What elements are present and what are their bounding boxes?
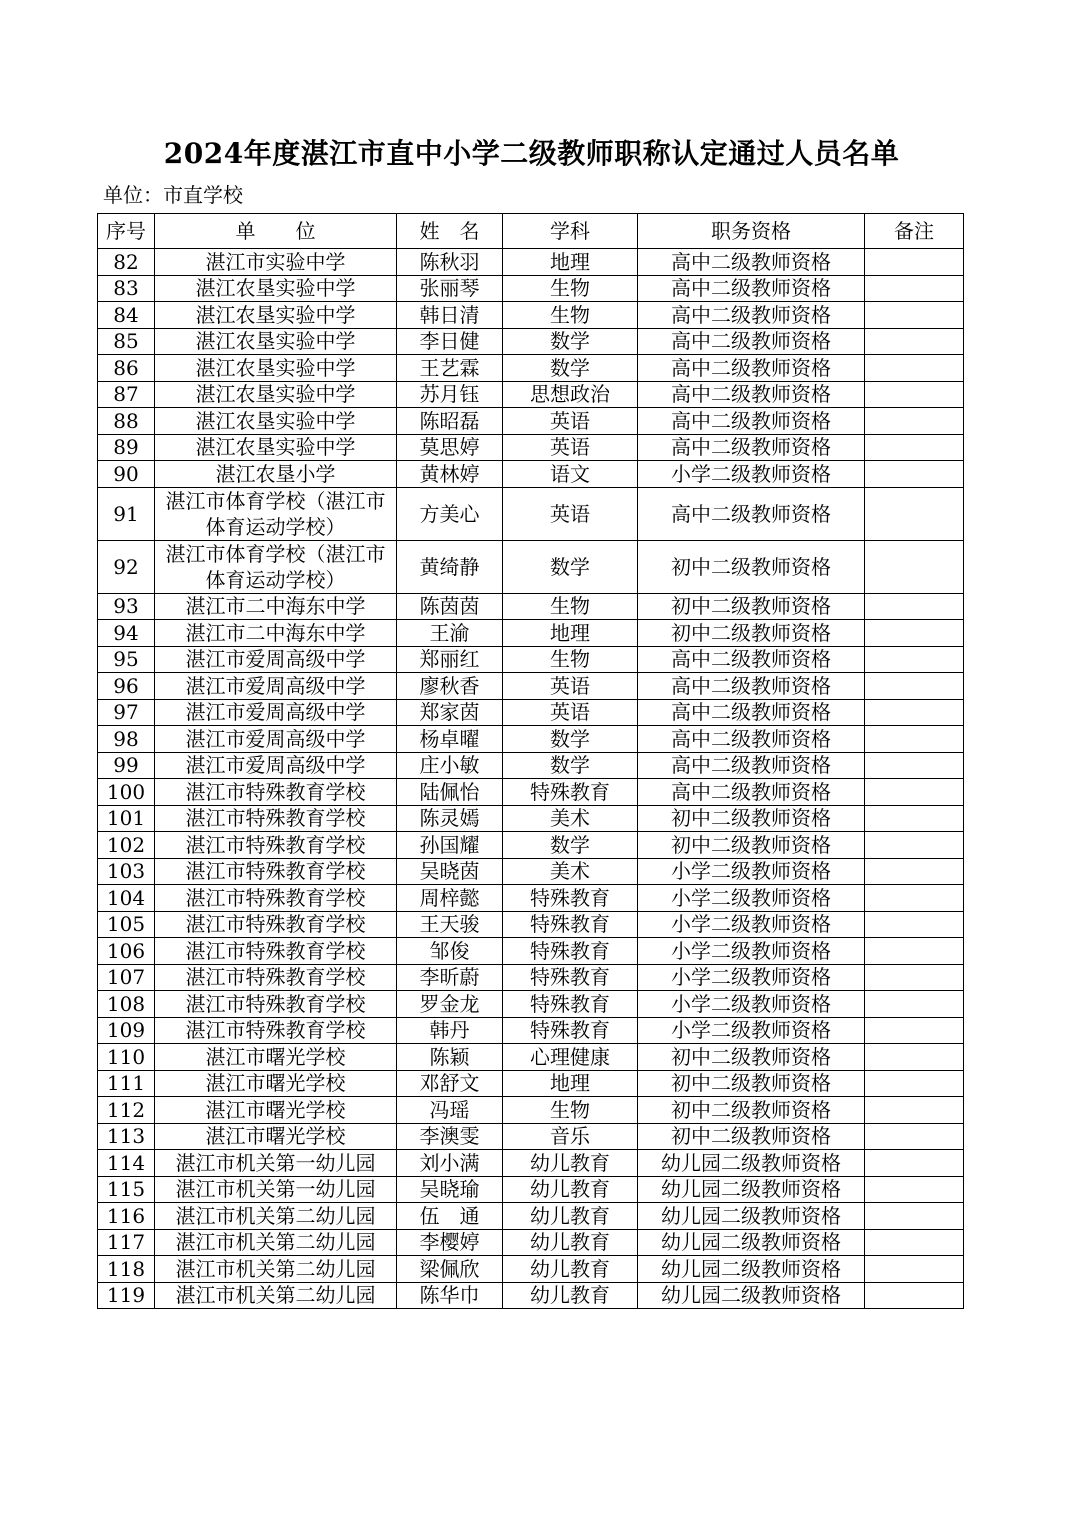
- table-row: [98, 302, 964, 329]
- cell-unit: 湛江农垦实验中学: [155, 275, 397, 302]
- cell-subject: 英语: [503, 699, 638, 726]
- cell-subject: 幼儿教育: [503, 1282, 638, 1309]
- cell-unit: 湛江市特殊教育学校: [155, 805, 397, 832]
- cell-name: 李日健: [397, 328, 503, 355]
- table-row: [98, 752, 964, 779]
- table-row: [98, 1017, 964, 1044]
- table-row: [98, 726, 964, 753]
- cell-qualification: 初中二级教师资格: [638, 1070, 865, 1097]
- cell-no: 116: [98, 1203, 155, 1230]
- cell-name: 黄林婷: [397, 461, 503, 488]
- cell-note: [865, 964, 964, 991]
- cell-subject: 语文: [503, 461, 638, 488]
- cell-note: [865, 461, 964, 488]
- cell-unit: 湛江市爱周高级中学: [155, 646, 397, 673]
- cell-unit: 湛江市体育学校（湛江市体育运动学校）: [155, 540, 397, 593]
- cell-name: 陈昭磊: [397, 408, 503, 435]
- cell-qualification: 幼儿园二级教师资格: [638, 1150, 865, 1177]
- cell-no: 115: [98, 1176, 155, 1203]
- cell-no: 107: [98, 964, 155, 991]
- cell-unit: 湛江农垦实验中学: [155, 381, 397, 408]
- table-row: [98, 249, 964, 276]
- cell-unit: 湛江市机关第一幼儿园: [155, 1176, 397, 1203]
- cell-subject: 幼儿教育: [503, 1203, 638, 1230]
- cell-no: 93: [98, 593, 155, 620]
- cell-no: 97: [98, 699, 155, 726]
- cell-note: [865, 302, 964, 329]
- table-row: [98, 1256, 964, 1283]
- cell-note: [865, 1123, 964, 1150]
- cell-unit: 湛江市特殊教育学校: [155, 885, 397, 912]
- cell-subject: 美术: [503, 805, 638, 832]
- cell-note: [865, 620, 964, 647]
- roster-table: [97, 213, 964, 1309]
- cell-note: [865, 805, 964, 832]
- cell-subject: 幼儿教育: [503, 1256, 638, 1283]
- cell-qualification: 初中二级教师资格: [638, 1097, 865, 1124]
- cell-name: 陈秋羽: [397, 249, 503, 276]
- cell-no: 89: [98, 434, 155, 461]
- cell-subject: 生物: [503, 275, 638, 302]
- cell-name: 方美心: [397, 487, 503, 540]
- table-row: [98, 699, 964, 726]
- header-note: 备注: [865, 214, 964, 249]
- cell-name: 王渝: [397, 620, 503, 647]
- cell-note: [865, 381, 964, 408]
- cell-subject: 特殊教育: [503, 1017, 638, 1044]
- table-row: [98, 832, 964, 859]
- cell-name: 杨卓曜: [397, 726, 503, 753]
- cell-name: 李樱婷: [397, 1229, 503, 1256]
- cell-name: 李澳雯: [397, 1123, 503, 1150]
- cell-no: 91: [98, 487, 155, 540]
- cell-subject: 生物: [503, 593, 638, 620]
- table-row: [98, 1044, 964, 1071]
- cell-name: 刘小满: [397, 1150, 503, 1177]
- cell-no: 117: [98, 1229, 155, 1256]
- table-row: [98, 885, 964, 912]
- cell-note: [865, 938, 964, 965]
- cell-qualification: 高中二级教师资格: [638, 487, 865, 540]
- cell-qualification: 高中二级教师资格: [638, 328, 865, 355]
- cell-qualification: 高中二级教师资格: [638, 779, 865, 806]
- cell-qualification: 高中二级教师资格: [638, 726, 865, 753]
- cell-name: 莫思婷: [397, 434, 503, 461]
- cell-no: 103: [98, 858, 155, 885]
- cell-unit: 湛江市特殊教育学校: [155, 991, 397, 1018]
- cell-no: 90: [98, 461, 155, 488]
- cell-name: 孙国耀: [397, 832, 503, 859]
- cell-qualification: 高中二级教师资格: [638, 408, 865, 435]
- cell-no: 92: [98, 540, 155, 593]
- cell-no: 108: [98, 991, 155, 1018]
- table-row: [98, 1176, 964, 1203]
- table-row: [98, 938, 964, 965]
- cell-qualification: 高中二级教师资格: [638, 302, 865, 329]
- cell-note: [865, 991, 964, 1018]
- cell-no: 106: [98, 938, 155, 965]
- table-row: [98, 593, 964, 620]
- cell-note: [865, 1256, 964, 1283]
- cell-subject: 数学: [503, 832, 638, 859]
- cell-qualification: 高中二级教师资格: [638, 381, 865, 408]
- table-header-row: [98, 214, 964, 249]
- table-row: [98, 1123, 964, 1150]
- header-qualification: 职务资格: [638, 214, 865, 249]
- cell-name: 陈灵嫣: [397, 805, 503, 832]
- table-row: [98, 911, 964, 938]
- cell-qualification: 小学二级教师资格: [638, 1017, 865, 1044]
- cell-subject: 幼儿教育: [503, 1150, 638, 1177]
- cell-subject: 特殊教育: [503, 938, 638, 965]
- cell-qualification: 幼儿园二级教师资格: [638, 1282, 865, 1309]
- cell-subject: 数学: [503, 726, 638, 753]
- cell-subject: 生物: [503, 1097, 638, 1124]
- cell-name: 冯瑶: [397, 1097, 503, 1124]
- cell-no: 96: [98, 673, 155, 700]
- cell-no: 94: [98, 620, 155, 647]
- table-row: [98, 1203, 964, 1230]
- table-row: [98, 1229, 964, 1256]
- table-row: [98, 673, 964, 700]
- cell-qualification: 小学二级教师资格: [638, 964, 865, 991]
- cell-unit: 湛江市特殊教育学校: [155, 964, 397, 991]
- cell-name: 伍 通: [397, 1203, 503, 1230]
- cell-name: 郑家茵: [397, 699, 503, 726]
- cell-unit: 湛江市机关第一幼儿园: [155, 1150, 397, 1177]
- cell-qualification: 初中二级教师资格: [638, 805, 865, 832]
- cell-name: 罗金龙: [397, 991, 503, 1018]
- cell-note: [865, 1282, 964, 1309]
- cell-name: 苏月钰: [397, 381, 503, 408]
- cell-subject: 特殊教育: [503, 911, 638, 938]
- cell-qualification: 初中二级教师资格: [638, 620, 865, 647]
- cell-qualification: 高中二级教师资格: [638, 646, 865, 673]
- cell-note: [865, 885, 964, 912]
- cell-no: 84: [98, 302, 155, 329]
- table-row: [98, 1097, 964, 1124]
- cell-qualification: 初中二级教师资格: [638, 1123, 865, 1150]
- cell-unit: 湛江农垦实验中学: [155, 408, 397, 435]
- table-row: [98, 408, 964, 435]
- cell-no: 119: [98, 1282, 155, 1309]
- unit-line: 单位：市直学校: [103, 183, 243, 207]
- table-row: [98, 328, 964, 355]
- cell-subject: 特殊教育: [503, 964, 638, 991]
- table-row: [98, 620, 964, 647]
- cell-unit: 湛江市二中海东中学: [155, 593, 397, 620]
- cell-name: 邹俊: [397, 938, 503, 965]
- cell-subject: 地理: [503, 620, 638, 647]
- cell-unit: 湛江市机关第二幼儿园: [155, 1229, 397, 1256]
- cell-qualification: 高中二级教师资格: [638, 249, 865, 276]
- cell-note: [865, 699, 964, 726]
- table-row: [98, 1070, 964, 1097]
- cell-note: [865, 1044, 964, 1071]
- cell-note: [865, 1176, 964, 1203]
- header-subject: 学科: [503, 214, 638, 249]
- cell-no: 98: [98, 726, 155, 753]
- cell-qualification: 幼儿园二级教师资格: [638, 1229, 865, 1256]
- cell-note: [865, 752, 964, 779]
- cell-qualification: 高中二级教师资格: [638, 752, 865, 779]
- cell-no: 113: [98, 1123, 155, 1150]
- cell-qualification: 高中二级教师资格: [638, 673, 865, 700]
- cell-no: 100: [98, 779, 155, 806]
- cell-no: 109: [98, 1017, 155, 1044]
- table-row: [98, 461, 964, 488]
- cell-unit: 湛江市特殊教育学校: [155, 832, 397, 859]
- cell-qualification: 小学二级教师资格: [638, 858, 865, 885]
- header-no: 序号: [98, 214, 155, 249]
- cell-no: 85: [98, 328, 155, 355]
- cell-unit: 湛江农垦实验中学: [155, 302, 397, 329]
- cell-no: 88: [98, 408, 155, 435]
- cell-name: 黄绮静: [397, 540, 503, 593]
- table-row: [98, 805, 964, 832]
- cell-note: [865, 1203, 964, 1230]
- cell-unit: 湛江市爱周高级中学: [155, 699, 397, 726]
- cell-no: 105: [98, 911, 155, 938]
- cell-unit: 湛江市二中海东中学: [155, 620, 397, 647]
- cell-name: 吴晓瑜: [397, 1176, 503, 1203]
- cell-note: [865, 355, 964, 382]
- cell-name: 韩丹: [397, 1017, 503, 1044]
- cell-unit: 湛江市特殊教育学校: [155, 911, 397, 938]
- cell-subject: 特殊教育: [503, 991, 638, 1018]
- cell-subject: 数学: [503, 540, 638, 593]
- cell-qualification: 高中二级教师资格: [638, 699, 865, 726]
- table-row: [98, 646, 964, 673]
- cell-no: 112: [98, 1097, 155, 1124]
- cell-qualification: 高中二级教师资格: [638, 434, 865, 461]
- cell-note: [865, 911, 964, 938]
- cell-note: [865, 646, 964, 673]
- cell-name: 庄小敏: [397, 752, 503, 779]
- cell-no: 102: [98, 832, 155, 859]
- cell-subject: 音乐: [503, 1123, 638, 1150]
- table-row: [98, 858, 964, 885]
- cell-qualification: 小学二级教师资格: [638, 991, 865, 1018]
- cell-unit: 湛江农垦实验中学: [155, 355, 397, 382]
- table-row: [98, 275, 964, 302]
- cell-qualification: 高中二级教师资格: [638, 275, 865, 302]
- cell-qualification: 小学二级教师资格: [638, 885, 865, 912]
- cell-qualification: 初中二级教师资格: [638, 832, 865, 859]
- cell-qualification: 幼儿园二级教师资格: [638, 1176, 865, 1203]
- document-title: 2024年度湛江市直中小学二级教师职称认定通过人员名单: [163, 137, 900, 170]
- cell-subject: 英语: [503, 673, 638, 700]
- cell-no: 99: [98, 752, 155, 779]
- table-body: [98, 249, 964, 1309]
- cell-note: [865, 275, 964, 302]
- cell-unit: 湛江市特殊教育学校: [155, 1017, 397, 1044]
- cell-name: 陈华巾: [397, 1282, 503, 1309]
- cell-note: [865, 593, 964, 620]
- table-row: [98, 964, 964, 991]
- cell-unit: 湛江市爱周高级中学: [155, 726, 397, 753]
- cell-qualification: 小学二级教师资格: [638, 461, 865, 488]
- cell-qualification: 初中二级教师资格: [638, 1044, 865, 1071]
- cell-name: 张丽琴: [397, 275, 503, 302]
- cell-note: [865, 1229, 964, 1256]
- cell-unit: 湛江市特殊教育学校: [155, 858, 397, 885]
- cell-unit: 湛江市爱周高级中学: [155, 673, 397, 700]
- cell-name: 陆佩怡: [397, 779, 503, 806]
- cell-qualification: 高中二级教师资格: [638, 355, 865, 382]
- cell-name: 邓舒文: [397, 1070, 503, 1097]
- cell-note: [865, 328, 964, 355]
- cell-unit: 湛江市曙光学校: [155, 1044, 397, 1071]
- cell-qualification: 幼儿园二级教师资格: [638, 1203, 865, 1230]
- cell-subject: 英语: [503, 487, 638, 540]
- cell-subject: 生物: [503, 302, 638, 329]
- cell-unit: 湛江市曙光学校: [155, 1070, 397, 1097]
- cell-name: 李昕蔚: [397, 964, 503, 991]
- cell-qualification: 小学二级教师资格: [638, 911, 865, 938]
- table-row: [98, 434, 964, 461]
- cell-unit: 湛江农垦小学: [155, 461, 397, 488]
- cell-no: 118: [98, 1256, 155, 1283]
- cell-subject: 数学: [503, 752, 638, 779]
- cell-unit: 湛江农垦实验中学: [155, 328, 397, 355]
- cell-note: [865, 673, 964, 700]
- cell-unit: 湛江市爱周高级中学: [155, 752, 397, 779]
- cell-note: [865, 487, 964, 540]
- cell-note: [865, 1070, 964, 1097]
- cell-note: [865, 726, 964, 753]
- cell-no: 86: [98, 355, 155, 382]
- cell-subject: 幼儿教育: [503, 1229, 638, 1256]
- cell-name: 陈茵茵: [397, 593, 503, 620]
- cell-name: 陈颖: [397, 1044, 503, 1071]
- cell-unit: 湛江市机关第二幼儿园: [155, 1282, 397, 1309]
- cell-note: [865, 779, 964, 806]
- cell-no: 110: [98, 1044, 155, 1071]
- cell-no: 101: [98, 805, 155, 832]
- cell-qualification: 小学二级教师资格: [638, 938, 865, 965]
- cell-unit: 湛江农垦实验中学: [155, 434, 397, 461]
- table-row: [98, 1282, 964, 1309]
- cell-note: [865, 832, 964, 859]
- table-row: [98, 381, 964, 408]
- header-name: 姓 名: [397, 214, 503, 249]
- cell-note: [865, 1017, 964, 1044]
- cell-subject: 心理健康: [503, 1044, 638, 1071]
- cell-note: [865, 1150, 964, 1177]
- header-unit: 单 位: [155, 214, 397, 249]
- cell-no: 87: [98, 381, 155, 408]
- cell-qualification: 初中二级教师资格: [638, 540, 865, 593]
- cell-name: 韩日清: [397, 302, 503, 329]
- cell-note: [865, 249, 964, 276]
- cell-subject: 特殊教育: [503, 779, 638, 806]
- table-row: [98, 540, 964, 593]
- cell-note: [865, 540, 964, 593]
- cell-note: [865, 1097, 964, 1124]
- cell-unit: 湛江市机关第二幼儿园: [155, 1256, 397, 1283]
- cell-unit: 湛江市实验中学: [155, 249, 397, 276]
- cell-no: 82: [98, 249, 155, 276]
- cell-unit: 湛江市体育学校（湛江市体育运动学校）: [155, 487, 397, 540]
- cell-name: 王艺霖: [397, 355, 503, 382]
- cell-no: 83: [98, 275, 155, 302]
- cell-subject: 地理: [503, 249, 638, 276]
- cell-name: 吴晓茵: [397, 858, 503, 885]
- cell-subject: 特殊教育: [503, 885, 638, 912]
- cell-subject: 幼儿教育: [503, 1176, 638, 1203]
- cell-name: 廖秋香: [397, 673, 503, 700]
- cell-subject: 英语: [503, 434, 638, 461]
- cell-name: 王天骏: [397, 911, 503, 938]
- table-row: [98, 779, 964, 806]
- cell-qualification: 初中二级教师资格: [638, 593, 865, 620]
- cell-unit: 湛江市机关第二幼儿园: [155, 1203, 397, 1230]
- cell-note: [865, 408, 964, 435]
- table-row: [98, 1150, 964, 1177]
- cell-qualification: 幼儿园二级教师资格: [638, 1256, 865, 1283]
- cell-subject: 数学: [503, 355, 638, 382]
- cell-subject: 地理: [503, 1070, 638, 1097]
- cell-no: 104: [98, 885, 155, 912]
- cell-unit: 湛江市曙光学校: [155, 1097, 397, 1124]
- cell-no: 114: [98, 1150, 155, 1177]
- cell-subject: 生物: [503, 646, 638, 673]
- table-row: [98, 355, 964, 382]
- cell-unit: 湛江市曙光学校: [155, 1123, 397, 1150]
- cell-subject: 英语: [503, 408, 638, 435]
- cell-subject: 思想政治: [503, 381, 638, 408]
- cell-subject: 数学: [503, 328, 638, 355]
- cell-subject: 美术: [503, 858, 638, 885]
- cell-no: 111: [98, 1070, 155, 1097]
- cell-name: 周梓懿: [397, 885, 503, 912]
- cell-unit: 湛江市特殊教育学校: [155, 938, 397, 965]
- cell-note: [865, 434, 964, 461]
- cell-unit: 湛江市特殊教育学校: [155, 779, 397, 806]
- table-row: [98, 487, 964, 540]
- cell-name: 梁佩欣: [397, 1256, 503, 1283]
- cell-no: 95: [98, 646, 155, 673]
- cell-name: 郑丽红: [397, 646, 503, 673]
- table-row: [98, 991, 964, 1018]
- cell-note: [865, 858, 964, 885]
